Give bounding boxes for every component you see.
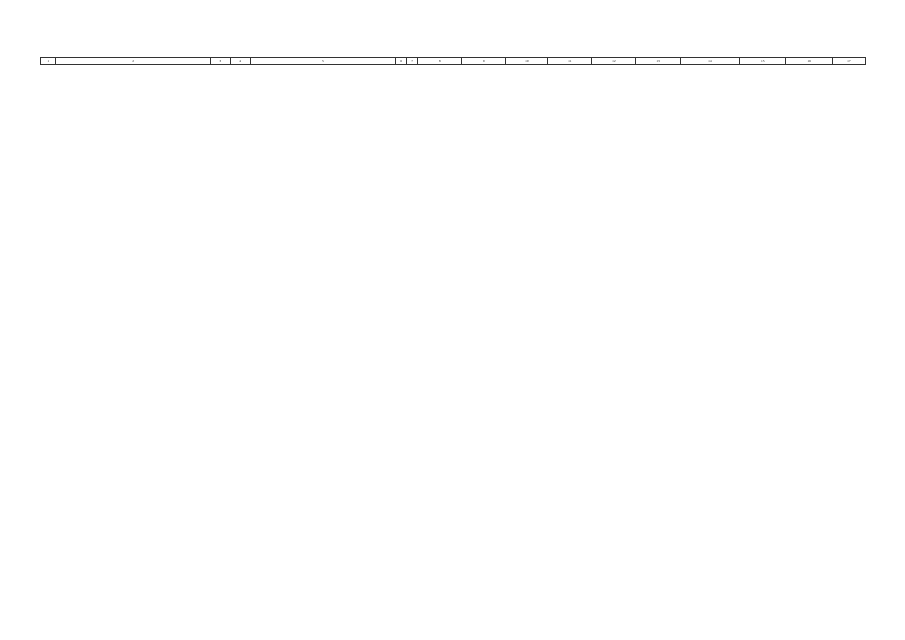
column-number: 14 — [680, 58, 740, 65]
column-number: 13 — [636, 58, 680, 65]
column-number: 7 — [407, 58, 418, 65]
column-number: 3 — [210, 58, 230, 65]
column-number: 2 — [56, 58, 210, 65]
register-table — [40, 57, 866, 65]
column-number-row — [41, 58, 866, 65]
column-number: 8 — [418, 58, 462, 65]
column-number: 11 — [548, 58, 592, 65]
column-number: 4 — [230, 58, 250, 65]
column-number: 9 — [462, 58, 506, 65]
column-number: 10 — [506, 58, 548, 65]
column-number: 15 — [740, 58, 786, 65]
column-number: 1 — [41, 58, 56, 65]
column-number: 6 — [396, 58, 407, 65]
column-number: 16 — [786, 58, 832, 65]
column-number: 5 — [250, 58, 396, 65]
column-number: 12 — [592, 58, 636, 65]
column-number: 17 — [832, 58, 865, 65]
